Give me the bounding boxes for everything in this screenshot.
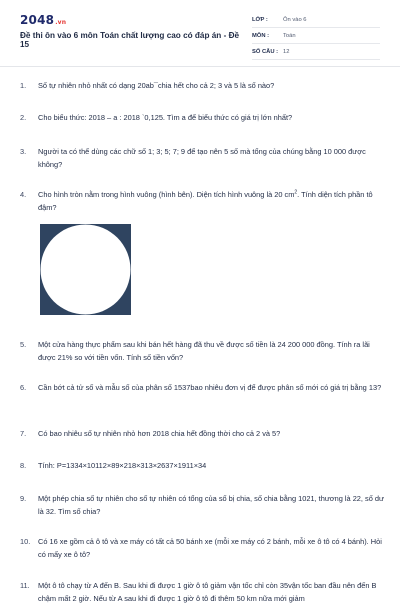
question-4 bbox=[20, 189, 384, 214]
question-number: 5. bbox=[20, 340, 27, 349]
question-9 bbox=[20, 493, 384, 518]
question-number: 7. bbox=[20, 429, 27, 438]
question-text: Người ta có thể dùng các chữ số 1; 3; 5; 7; 9 để tạo nên 5 số mà tổng của chúng bằng 10 000 được không? bbox=[38, 147, 366, 169]
logo-suffix-text: .vn bbox=[55, 19, 67, 26]
logo-main-text: 2048 bbox=[20, 13, 55, 27]
question-text: Số tự nhiên nhỏ nhất có dạng 20ab¯chia hết cho cả 2; 3 và 5 là số nào? bbox=[38, 81, 275, 90]
question-number: 6. bbox=[20, 383, 27, 392]
document-header bbox=[0, 0, 400, 67]
question-text-part: Cho hình tròn nằm trong hình vuông (hình bên). Diện tích hình vuông là 20 cm bbox=[38, 190, 295, 199]
question-text: Có 16 xe gồm cả ô tô và xe máy có tất cả 50 bánh xe (mỗi xe máy có 2 bánh, mỗi xe ô tô có 4 bánh). Hỏi có mấy xe ô tô? bbox=[38, 537, 382, 559]
meta-row-count bbox=[252, 44, 380, 60]
question-7 bbox=[20, 428, 384, 441]
question-text: Cần bớt cả tử số và mẫu số của phân số 1537bao nhiêu đơn vị để được phân số mới có giá trị bằng 13? bbox=[38, 383, 382, 392]
meta-row-subject bbox=[252, 28, 380, 44]
question-number: 1. bbox=[20, 81, 27, 90]
meta-value: Toán bbox=[283, 32, 296, 39]
question-10 bbox=[20, 536, 384, 561]
meta-value: 12 bbox=[283, 48, 290, 55]
circle-in-square-figure bbox=[40, 224, 131, 315]
question-8 bbox=[20, 460, 384, 473]
meta-value: Ôn vào 6 bbox=[283, 16, 307, 23]
meta-label: SỐ CÂU : bbox=[252, 48, 279, 55]
question-text: Cho biểu thức: 2018 – a : 2018 `0,125. Tìm a để biểu thức có giá trị lớn nhất? bbox=[38, 113, 293, 122]
question-number: 2. bbox=[20, 113, 27, 122]
question-2 bbox=[20, 112, 384, 125]
question-number: 11. bbox=[20, 581, 30, 590]
question-number: 8. bbox=[20, 461, 27, 470]
document-title: Đề thi ôn vào 6 môn Toán chất lượng cao có đáp án - Đề 15 bbox=[20, 31, 240, 49]
question-text: Tính: P=1334×10112×89×218×313×2637×1911×34 bbox=[38, 461, 207, 470]
question-number: 3. bbox=[20, 147, 27, 156]
site-logo[interactable] bbox=[20, 13, 66, 27]
question-text-part: . Tính diện tích phần tô đậm? bbox=[38, 190, 373, 212]
question-text: Một cửa hàng thực phẩm sau khi bán hết hàng đã thu về được số tiền là 24 200 000 đồng. Tính ra lãi được 21% so với tiền vốn. Tính số tiền vốn? bbox=[38, 340, 370, 362]
question-5 bbox=[20, 339, 384, 364]
question-text bbox=[38, 189, 384, 214]
question-text: Có bao nhiêu số tự nhiên nhỏ hơn 2018 chia hết đồng thời cho cả 2 và 5? bbox=[38, 429, 281, 438]
question-number: 10. bbox=[20, 537, 31, 546]
question-1 bbox=[20, 80, 384, 93]
question-3 bbox=[20, 146, 384, 171]
question-11 bbox=[20, 580, 384, 605]
meta-table bbox=[252, 12, 380, 60]
question-number: 4. bbox=[20, 190, 27, 199]
question-6 bbox=[20, 382, 384, 395]
question-text: Một phép chia số tự nhiên cho số tự nhiên có tổng của số bị chia, số chia bằng 1021, thương là 22, số dư là 32. Tìm số chia? bbox=[38, 494, 384, 516]
inscribed-circle bbox=[41, 225, 131, 315]
meta-label: MÔN : bbox=[252, 32, 270, 39]
meta-label: LỚP : bbox=[252, 16, 268, 23]
question-number: 9. bbox=[20, 494, 27, 503]
question-text: Một ô tô chạy từ A đến B. Sau khi đi được 1 giờ ô tô giảm vận tốc chỉ còn 35vận tốc ban đầu nên đến B chậm mất 2 giờ. Nếu từ A sau khi đi được 1 giờ ô tô đi thêm 50 km nữa mới giảm bbox=[38, 581, 377, 603]
superscript: 2 bbox=[294, 189, 298, 196]
meta-row-grade bbox=[252, 12, 380, 28]
